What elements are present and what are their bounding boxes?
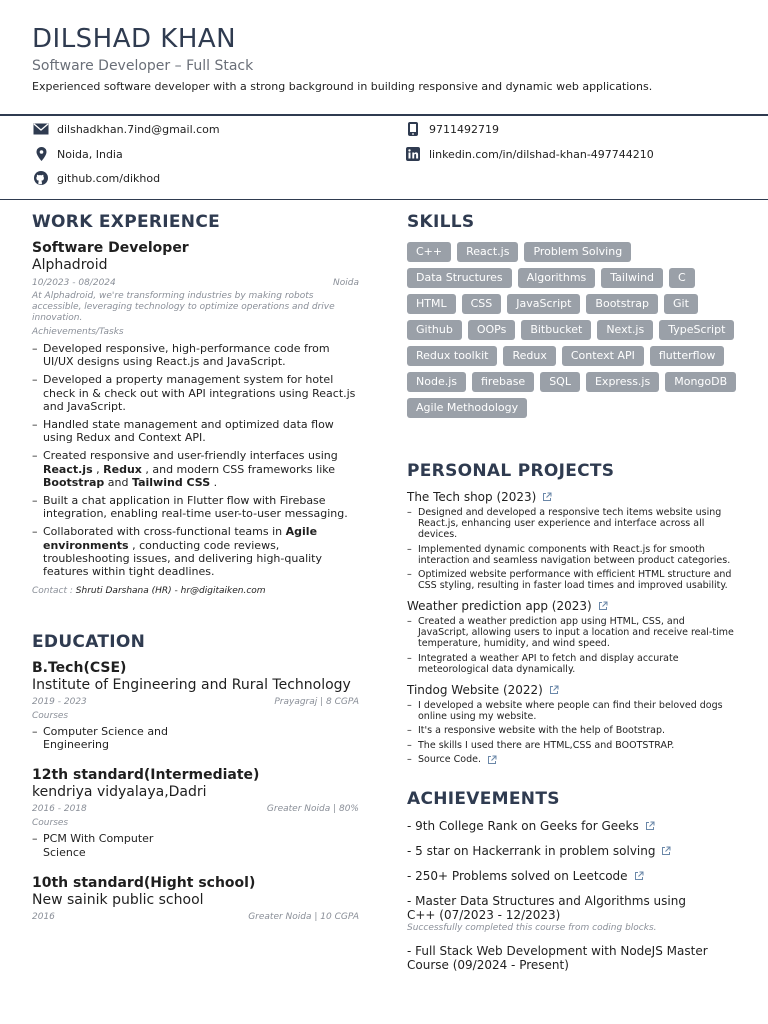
contact-location: Noida, India (32, 147, 123, 161)
skill-chip: Data Structures (407, 268, 512, 288)
email-icon (32, 122, 50, 136)
project-bullets (407, 700, 737, 766)
list-item: – Designed and developed a responsive tech items website using React.js, enhancing user experience and interface across all devices. (407, 507, 737, 540)
achievement-item[interactable]: - 5 star on Hackerrank in problem solving (407, 844, 737, 858)
reference-email[interactable]: hr@digitaiken.com (180, 586, 266, 597)
skill-chip: TypeScript (659, 320, 734, 340)
skill-chip: SQL (540, 372, 580, 392)
courses-list (32, 832, 162, 858)
skill-chip: flutterflow (650, 346, 724, 366)
job-location: Noida (333, 278, 359, 288)
job-title: Software Developer (32, 240, 189, 256)
degree: 10th standard(Hight school) (32, 874, 256, 891)
education-meta: 2016 Greater Noida | 10 CGPA (32, 911, 359, 922)
project-bullets (407, 616, 737, 675)
project-bullets (407, 507, 737, 591)
external-link-icon[interactable] (645, 821, 655, 831)
skill-chip: Node.js (407, 372, 466, 392)
contact-divider (0, 199, 768, 200)
skill-chip: Context API (562, 346, 644, 366)
external-link-icon[interactable] (634, 871, 644, 881)
degree: B.Tech(CSE) (32, 660, 127, 676)
skill-chip: JavaScript (507, 294, 580, 314)
external-link-icon[interactable] (549, 685, 559, 695)
external-link-icon[interactable] (542, 492, 552, 502)
education-section (32, 632, 359, 922)
skill-chip: Redux toolkit (407, 346, 497, 366)
list-item: – Implemented dynamic components with React.js for smooth interaction and seamless navigation between product categories. (407, 544, 737, 566)
projects-section (407, 461, 737, 769)
degree: 12th standard(Intermediate) (32, 767, 260, 784)
linkedin-icon (404, 147, 422, 161)
list-item: – Created a weather prediction app using HTML, CSS, and JavaScript, allowing users to input a location and receive real-time temperature, humidity, and wind speed. (407, 616, 737, 649)
skills-heading: SKILLS (407, 212, 475, 232)
header-divider (0, 114, 768, 116)
contact-linkedin[interactable]: linkedin.com/in/dilshad-khan-497744210 (404, 147, 654, 161)
contact-email[interactable]: dilshadkhan.7ind@gmail.com (32, 122, 220, 136)
achievement-item[interactable]: - 250+ Problems solved on Leetcode (407, 869, 737, 883)
skill-chip: Problem Solving (524, 242, 631, 262)
work-experience-section (32, 212, 359, 596)
achievements-heading: ACHIEVEMENTS (407, 789, 560, 809)
skill-chip: OOPs (468, 320, 516, 340)
projects-heading: PERSONAL PROJECTS (407, 461, 615, 481)
project-title[interactable]: Tindog Website (2022) (407, 683, 737, 697)
list-item: – Integrated a weather API to fetch and display accurate meteorological data dynamically. (407, 653, 737, 675)
list-item: – Created responsive and user-friendly interfaces using React.js , Redux , and modern CSS frameworks like Bootstrap and Tailwind CSS . (32, 449, 359, 489)
skill-chip: Tailwind (601, 268, 663, 288)
skill-chip: C++ (407, 242, 451, 262)
skills-section (407, 212, 737, 418)
list-item: – It's a responsive website with the help of Bootstrap. (407, 725, 737, 736)
skill-chip: React.js (457, 242, 518, 262)
achievements-section (407, 789, 737, 972)
school: kendriya vidyalaya,Dadri (32, 784, 207, 801)
achievement-note: Successfully completed this course from coding blocks. (407, 923, 657, 933)
skill-chip: Redux (503, 346, 555, 366)
summary: Experienced software developer with a strong background in building responsive and dynamic web applications. (32, 80, 653, 93)
courses-label: Courses (32, 711, 69, 721)
job-meta (32, 278, 359, 288)
list-item: – The skills I used there are HTML,CSS and BOOTSTRAP. (407, 740, 737, 751)
school: Institute of Engineering and Rural Technology (32, 677, 351, 693)
contact-github[interactable]: github.com/dikhod (32, 171, 160, 185)
contact-phone[interactable]: 9711492719 (404, 122, 499, 136)
skill-chip: C (669, 268, 695, 288)
list-item[interactable]: – Source Code. (407, 754, 737, 765)
list-item: – Built a chat application in Flutter flow with Firebase integration, enabling real-time user-to-user messaging. (32, 494, 359, 520)
github-icon (32, 171, 50, 185)
project-title[interactable]: Weather prediction app (2023) (407, 599, 737, 613)
external-link-icon[interactable] (598, 601, 608, 611)
company-name: Alphadroid (32, 257, 108, 273)
education-heading: EDUCATION (32, 632, 146, 652)
external-link-icon[interactable] (487, 755, 497, 765)
company-description: At Alphadroid, we're transforming industries by making robots accessible, leveraging technology to optimize operations and drive innovation. (32, 291, 335, 323)
job-bullets (32, 342, 359, 578)
list-item: – Optimized website performance with efficient HTML structure and CSS styling, resulting in faster load times and improved usability. (407, 569, 737, 591)
list-item: – Collaborated with cross-functional teams in Agile environments , conducting code reviews, troubleshooting issues, and delivering high-quality features within tight deadlines. (32, 525, 359, 578)
location-icon (32, 147, 50, 161)
skill-chip: Git (664, 294, 698, 314)
skills-list (407, 242, 737, 418)
skill-chip: MongoDB (665, 372, 736, 392)
candidate-name: DILSHAD KHAN (32, 24, 237, 54)
phone-icon (404, 122, 422, 136)
skill-chip: Next.js (597, 320, 653, 340)
education-meta: 2016 - 2018 Greater Noida | 80% (32, 804, 359, 815)
list-item: – Developed responsive, high-performance code from UI/UX designs using React.js and JavaScript. (32, 342, 359, 368)
list-item: – Developed a property management system for hotel check in & check out with API integrations using React.js and JavaScript. (32, 373, 359, 413)
list-item: – PCM With Computer Science (32, 832, 162, 858)
list-item: – Handled state management and optimized data flow using Redux and Context API. (32, 418, 359, 444)
work-heading: WORK EXPERIENCE (32, 212, 221, 232)
achievement-item: - Master Data Structures and Algorithms using C++ (07/2023 - 12/2023) (407, 894, 686, 922)
school: New sainik public school (32, 891, 204, 908)
skill-chip: Github (407, 320, 462, 340)
skill-chip: HTML (407, 294, 456, 314)
skill-chip: Express.js (586, 372, 659, 392)
achievement-item: - Full Stack Web Development with NodeJS Master Course (09/2024 - Present) (407, 944, 708, 972)
project-title[interactable]: The Tech shop (2023) (407, 490, 737, 504)
candidate-title: Software Developer – Full Stack (32, 58, 254, 74)
skill-chip: Agile Methodology (407, 398, 527, 418)
skill-chip: Bootstrap (586, 294, 658, 314)
courses-list (32, 725, 172, 751)
reference-contact: Contact : Shruti Darshana (HR) - hr@digitaiken.com (32, 586, 266, 597)
skill-chip: firebase (472, 372, 534, 392)
courses-label: Courses (32, 818, 69, 829)
external-link-icon[interactable] (661, 846, 671, 856)
job-dates: 10/2023 - 08/2024 (32, 278, 116, 288)
list-item: – I developed a website where people can find their beloved dogs online using my website. (407, 700, 737, 722)
achievement-item[interactable]: - 9th College Rank on Geeks for Geeks (407, 819, 737, 833)
list-item: – Computer Science and Engineering (32, 725, 172, 751)
skill-chip: CSS (462, 294, 502, 314)
education-meta: 2019 - 2023 Prayagraj | 8 CGPA (32, 697, 359, 707)
skill-chip: Algorithms (518, 268, 596, 288)
skill-chip: Bitbucket (521, 320, 591, 340)
tasks-label: Achievements/Tasks (32, 327, 124, 337)
